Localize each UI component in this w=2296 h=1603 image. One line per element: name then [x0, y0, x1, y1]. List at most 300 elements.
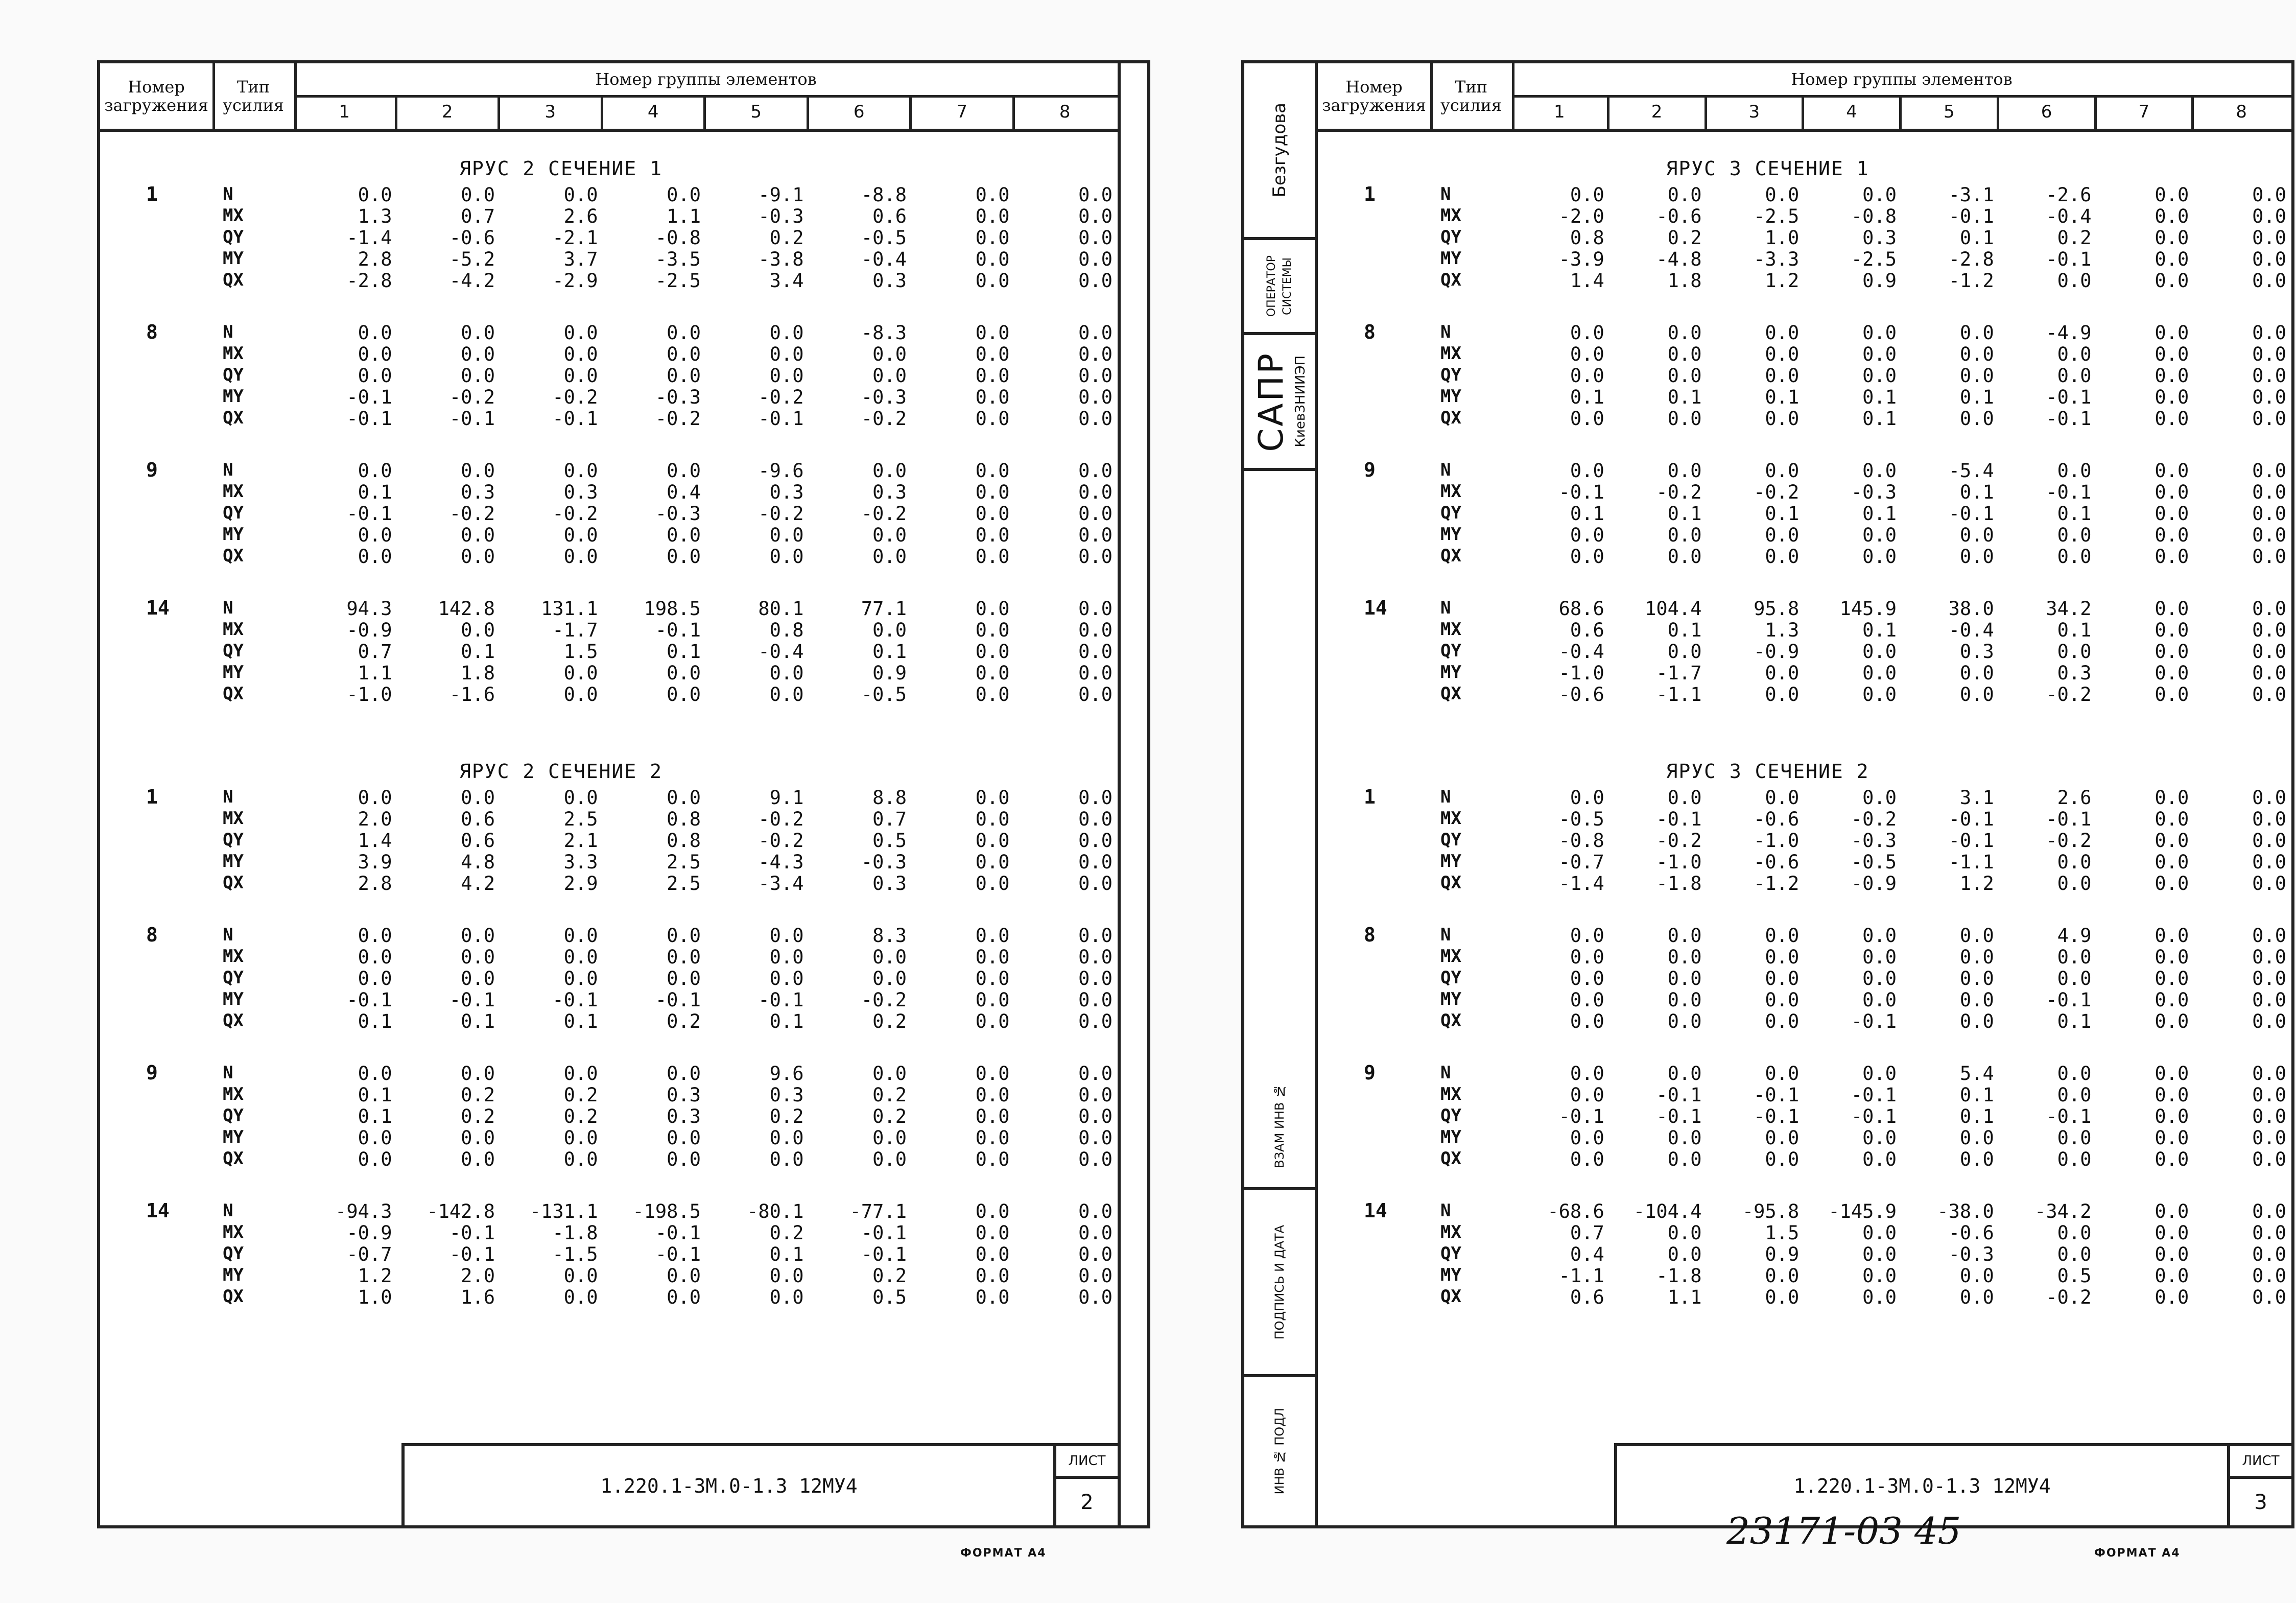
table-cell: 0.1: [1667, 503, 1702, 525]
force-type-label: MY: [223, 524, 244, 545]
table-cell: 0.0: [358, 925, 392, 947]
title-block: [401, 1443, 1118, 1525]
table-cell: 0.0: [563, 1063, 598, 1085]
force-type-label: MY: [1440, 851, 1461, 871]
table-cell: 95.8: [1754, 598, 1800, 620]
force-type-label: MX: [1440, 619, 1461, 640]
table-cell: -1.2: [1948, 270, 1994, 292]
force-type-label: QX: [1440, 873, 1461, 893]
table-cell: 0.0: [2155, 787, 2189, 809]
table-cell: 0.0: [563, 662, 598, 684]
table-cell: 0.0: [563, 322, 598, 344]
table-cell: 0.7: [872, 808, 907, 830]
table-cell: 0.0: [1959, 408, 1994, 430]
table-cell: 0.0: [2155, 546, 2189, 568]
force-type-label: QY: [1440, 830, 1461, 850]
table-cell: 0.2: [461, 1084, 495, 1106]
table-cell: 0.0: [563, 925, 598, 947]
table-cell: 1.3: [1765, 619, 1800, 641]
table-cell: 0.0: [2155, 1148, 2189, 1170]
table-cell: 3.9: [358, 851, 392, 873]
table-cell: 0.0: [2252, 851, 2286, 873]
table-cell: 0.0: [1862, 989, 1897, 1011]
table-cell: 0.0: [769, 968, 804, 989]
table-cell: 0.8: [667, 808, 701, 830]
table-cell: 0.3: [2057, 662, 2092, 684]
name-box: [1244, 63, 1315, 240]
table-cell: -0.1: [2046, 808, 2092, 830]
force-type-label: MY: [223, 386, 244, 407]
force-type-label: MY: [223, 1265, 244, 1285]
table-cell: 0.0: [2252, 989, 2286, 1011]
table-cell: 0.0: [2155, 270, 2189, 292]
table-cell: 0.0: [2057, 1148, 2092, 1170]
table-cell: -4.9: [2046, 322, 2092, 344]
table-cell: 0.0: [1570, 925, 1604, 947]
table-cell: -0.1: [1656, 1105, 1702, 1127]
table-cell: 0.0: [1570, 184, 1604, 206]
table-cell: 0.3: [461, 481, 495, 503]
force-type-label: MX: [223, 1222, 244, 1242]
table-cell: 1.5: [1765, 1222, 1800, 1244]
table-cell: 0.2: [563, 1084, 598, 1106]
table-cell: 0.0: [2252, 1148, 2286, 1170]
force-type-label: MX: [223, 808, 244, 829]
table-cell: 0.2: [769, 227, 804, 249]
table-cell: -0.3: [655, 503, 701, 525]
table-cell: 0.1: [1959, 1084, 1994, 1106]
force-type-label: MX: [1440, 343, 1461, 364]
table-cell: -0.3: [1851, 830, 1897, 852]
table-cell: 0.0: [1570, 546, 1604, 568]
table-cell: -68.6: [1547, 1200, 1604, 1222]
table-cell: 3.1: [1959, 787, 1994, 809]
table-cell: 0.0: [872, 946, 907, 968]
table-cell: 0.0: [2252, 408, 2286, 430]
table-cell: 0.3: [769, 481, 804, 503]
table-cell: -0.7: [1558, 851, 1604, 873]
table-cell: 0.0: [975, 365, 1010, 387]
table-cell: 0.0: [975, 1105, 1010, 1127]
table-cell: 0.1: [2057, 503, 2092, 525]
table-cell: -0.5: [861, 227, 907, 249]
table-cell: 0.0: [1570, 322, 1604, 344]
table-cell: 0.0: [769, 1286, 804, 1308]
table-cell: 0.5: [872, 1286, 907, 1308]
table-cell: 0.1: [1667, 386, 1702, 408]
force-type-label: MX: [1440, 205, 1461, 226]
table-cell: -0.2: [758, 503, 804, 525]
table-cell: 5.4: [1959, 1063, 1994, 1085]
table-cell: 0.0: [2252, 1127, 2286, 1149]
table-cell: 1.1: [1667, 1286, 1702, 1308]
table-cell: 0.0: [1765, 365, 1800, 387]
table-cell: 0.0: [1570, 460, 1604, 482]
operator-box: [1244, 240, 1315, 335]
table-cell: -2.5: [1851, 248, 1897, 270]
table-cell: 0.0: [769, 1265, 804, 1287]
table-cell: 0.3: [872, 481, 907, 503]
force-type-label: QY: [1440, 365, 1461, 385]
table-cell: 0.0: [2252, 830, 2286, 852]
table-cell: 0.0: [1765, 946, 1800, 968]
table-cell: 0.0: [1667, 989, 1702, 1011]
table-cell: 0.0: [1078, 968, 1113, 989]
force-type-label: MX: [1440, 1222, 1461, 1242]
table-cell: 0.0: [2252, 227, 2286, 249]
table-cell: 0.0: [563, 460, 598, 482]
table-cell: 0.0: [2252, 808, 2286, 830]
table-cell: 0.0: [2155, 925, 2189, 947]
table-cell: 3.7: [563, 248, 598, 270]
table-cell: 2.8: [358, 873, 392, 894]
table-cell: 0.0: [975, 1200, 1010, 1222]
load-case-number: 9: [1364, 459, 1376, 481]
table-cell: -0.1: [552, 989, 598, 1011]
load-case-number: 14: [146, 1199, 170, 1222]
table-cell: 0.0: [1862, 343, 1897, 365]
table-cell: 1.5: [563, 641, 598, 663]
table-cell: 0.0: [975, 460, 1010, 482]
table-cell: -1.2: [1754, 873, 1800, 894]
table-cell: 0.0: [1078, 227, 1113, 249]
table-cell: 0.5: [2057, 1265, 2092, 1287]
table-cell: -0.6: [1754, 808, 1800, 830]
table-cell: 0.0: [1570, 1084, 1604, 1106]
table-cell: 0.0: [1959, 662, 1994, 684]
table-cell: 0.0: [2252, 683, 2286, 705]
table-cell: 0.0: [2155, 343, 2189, 365]
table-cell: 0.1: [358, 1010, 392, 1032]
header-force-type: [212, 63, 297, 129]
force-type-label: QX: [223, 1010, 244, 1031]
table-cell: 0.0: [1667, 1063, 1702, 1085]
table-cell: 0.0: [975, 989, 1010, 1011]
table-cell: -0.1: [1656, 1084, 1702, 1106]
table-cell: 0.0: [358, 1127, 392, 1149]
table-cell: 0.0: [1078, 205, 1113, 227]
table-cell: 0.0: [461, 946, 495, 968]
table-cell: 0.0: [358, 1063, 392, 1085]
table-cell: -0.2: [449, 503, 495, 525]
operator-line2: СИСТЕМЫ: [1281, 257, 1294, 315]
table-cell: 0.0: [1078, 1222, 1113, 1244]
table-cell: 0.0: [1862, 322, 1897, 344]
force-type-label: QY: [223, 227, 244, 247]
force-type-label: MX: [223, 1084, 244, 1104]
table-cell: 0.1: [1570, 386, 1604, 408]
load-case-number: 8: [146, 924, 158, 946]
force-type-label: QX: [223, 546, 244, 566]
table-cell: 0.0: [1570, 524, 1604, 546]
table-cell: 0.0: [1765, 184, 1800, 206]
header-force-type-line1: Тип: [1455, 77, 1487, 97]
table-cell: 2.5: [667, 851, 701, 873]
table-cell: 0.0: [358, 946, 392, 968]
table-cell: -0.3: [1948, 1243, 1994, 1265]
table-cell: 4.2: [461, 873, 495, 894]
table-cell: 0.0: [1078, 270, 1113, 292]
force-type-label: MX: [223, 619, 244, 640]
table-cell: 0.0: [1862, 184, 1897, 206]
table-cell: 1.6: [461, 1286, 495, 1308]
table-cell: 0.0: [2252, 386, 2286, 408]
table-cell: 0.0: [2057, 460, 2092, 482]
header-col-number: 3: [500, 95, 603, 129]
load-case-number: 1: [146, 183, 158, 205]
section-title: ЯРУС 2 СЕЧЕНИЕ 2: [459, 760, 663, 783]
table-cell: 0.0: [872, 968, 907, 989]
table-cell: 0.0: [667, 524, 701, 546]
force-type-label: MX: [1440, 1084, 1461, 1104]
table-cell: 0.2: [872, 1084, 907, 1106]
table-cell: 0.0: [358, 365, 392, 387]
table-cell: 0.0: [1078, 1127, 1113, 1149]
header-col-number: 8: [1059, 102, 1071, 122]
header-col-number: 4: [1804, 95, 1902, 129]
table-cell: -0.1: [346, 408, 392, 430]
table-cell: 0.0: [2155, 481, 2189, 503]
table-cell: -1.1: [1558, 1265, 1604, 1287]
table-cell: 0.0: [1078, 1105, 1113, 1127]
table-cell: 0.0: [1765, 1063, 1800, 1085]
table-cell: 0.0: [872, 343, 907, 365]
table-cell: 0.0: [1078, 989, 1113, 1011]
table-cell: 1.4: [1570, 270, 1604, 292]
table-cell: 0.0: [1078, 481, 1113, 503]
table-cell: 0.0: [975, 1010, 1010, 1032]
table-cell: -1.8: [1656, 1265, 1702, 1287]
table-cell: 0.1: [1862, 386, 1897, 408]
table-cell: 0.0: [2057, 343, 2092, 365]
table-cell: 0.0: [975, 481, 1010, 503]
table-cell: -0.1: [1656, 808, 1702, 830]
table-cell: 0.0: [2057, 873, 2092, 894]
table-cell: 0.0: [2155, 641, 2189, 663]
table-cell: 0.0: [2155, 503, 2189, 525]
table-cell: 0.0: [358, 546, 392, 568]
force-type-label: QX: [1440, 683, 1461, 704]
table-cell: 0.3: [769, 1084, 804, 1106]
table-cell: -2.5: [655, 270, 701, 292]
header-force-type-line1: Тип: [237, 77, 270, 97]
table-cell: 0.0: [563, 683, 598, 705]
table-cell: -0.1: [449, 1243, 495, 1265]
table-cell: 0.6: [1570, 619, 1604, 641]
table-cell: 0.0: [2155, 408, 2189, 430]
table-cell: -0.1: [758, 408, 804, 430]
force-type-label: N: [223, 598, 233, 618]
table-cell: 77.1: [861, 598, 907, 620]
table-cell: -0.1: [346, 386, 392, 408]
header-load-no-line1: Номер: [1345, 77, 1403, 97]
table-cell: -0.1: [655, 619, 701, 641]
table-cell: -0.9: [346, 619, 392, 641]
table-cell: -0.2: [758, 808, 804, 830]
table-cell: 0.0: [2057, 851, 2092, 873]
table-cell: 0.0: [1078, 386, 1113, 408]
table-cell: 0.0: [358, 322, 392, 344]
sheet-label: ЛИСТ: [1056, 1446, 1118, 1479]
table-cell: 0.0: [2252, 1243, 2286, 1265]
table-cell: 0.0: [1078, 1265, 1113, 1287]
load-case-number: 14: [146, 597, 170, 619]
sheet-content: [1318, 63, 2291, 1525]
table-cell: -0.2: [2046, 1286, 2092, 1308]
table-cell: 0.1: [1765, 386, 1800, 408]
header-load-no: [100, 63, 215, 129]
table-cell: 0.0: [1667, 946, 1702, 968]
table-cell: 0.0: [1959, 343, 1994, 365]
table-cell: 0.0: [872, 524, 907, 546]
table-cell: 0.1: [358, 481, 392, 503]
table-cell: 0.0: [1570, 343, 1604, 365]
table-cell: 0.0: [975, 408, 1010, 430]
table-cell: 0.0: [2155, 598, 2189, 620]
table-cell: 0.0: [1862, 1127, 1897, 1149]
table-cell: -0.3: [758, 205, 804, 227]
force-type-label: N: [1440, 598, 1451, 618]
table-cell: -0.5: [1558, 808, 1604, 830]
table-cell: 80.1: [758, 598, 804, 620]
table-cell: -198.5: [632, 1200, 701, 1222]
table-cell: 0.0: [2252, 925, 2286, 947]
table-cell: -0.3: [861, 386, 907, 408]
table-cell: -0.1: [449, 408, 495, 430]
table-cell: 0.0: [2252, 1286, 2286, 1308]
table-cell: -2.1: [552, 227, 598, 249]
table-cell: 0.0: [358, 343, 392, 365]
table-cell: 0.0: [1667, 1127, 1702, 1149]
table-cell: -1.6: [449, 683, 495, 705]
handwritten-inventory: 23171-03 45: [1726, 1510, 1961, 1552]
table-cell: 0.0: [2155, 1265, 2189, 1287]
table-cell: 0.0: [1078, 851, 1113, 873]
table-cell: -0.8: [655, 227, 701, 249]
table-cell: 0.0: [1862, 1063, 1897, 1085]
force-type-label: MY: [1440, 524, 1461, 545]
table-cell: -1.0: [1754, 830, 1800, 852]
table-cell: -0.8: [1558, 830, 1604, 852]
table-cell: -0.1: [346, 989, 392, 1011]
table-cell: 0.0: [1078, 683, 1113, 705]
table-cell: -1.0: [1656, 851, 1702, 873]
table-cell: -38.0: [1937, 1200, 1994, 1222]
table-cell: 0.0: [872, 1127, 907, 1149]
table-cell: 0.0: [1862, 787, 1897, 809]
table-cell: 0.0: [1765, 524, 1800, 546]
table-cell: 1.0: [358, 1286, 392, 1308]
table-cell: -0.1: [449, 1222, 495, 1244]
table-cell: 0.0: [358, 524, 392, 546]
force-type-label: QY: [223, 503, 244, 523]
table-cell: 0.1: [563, 1010, 598, 1032]
sheet-label: ЛИСТ: [2230, 1446, 2291, 1479]
table-cell: 0.0: [1078, 1084, 1113, 1106]
force-type-label: N: [1440, 1063, 1451, 1083]
table-cell: 0.0: [1078, 1063, 1113, 1085]
table-cell: 0.0: [1765, 925, 1800, 947]
table-cell: 0.1: [1862, 408, 1897, 430]
table-cell: -4.3: [758, 851, 804, 873]
table-cell: -0.3: [1851, 481, 1897, 503]
table-cell: 0.0: [461, 1148, 495, 1170]
table-cell: 0.1: [1862, 619, 1897, 641]
table-cell: -3.5: [655, 248, 701, 270]
force-type-label: MY: [1440, 386, 1461, 407]
sheet-number: 2: [1080, 1490, 1094, 1514]
table-cell: 0.0: [1862, 1243, 1897, 1265]
sheet-content: [100, 63, 1118, 1525]
table-cell: 0.0: [2155, 460, 2189, 482]
table-cell: 0.0: [1667, 1243, 1702, 1265]
table-cell: -1.5: [552, 1243, 598, 1265]
table-cell: 0.0: [1570, 1127, 1604, 1149]
table-cell: 94.3: [346, 598, 392, 620]
table-cell: 2.5: [667, 873, 701, 894]
table-cell: 0.0: [1078, 1286, 1113, 1308]
table-cell: -0.1: [449, 989, 495, 1011]
table-cell: 0.7: [461, 205, 495, 227]
table-cell: 0.0: [667, 662, 701, 684]
table-cell: 0.1: [872, 641, 907, 663]
table-cell: 0.0: [1078, 184, 1113, 206]
table-cell: 0.1: [1862, 503, 1897, 525]
table-cell: 0.0: [1765, 460, 1800, 482]
table-cell: 0.0: [1667, 1148, 1702, 1170]
table-cell: 0.0: [1959, 1265, 1994, 1287]
table-cell: 0.0: [1078, 1148, 1113, 1170]
table-cell: 0.0: [769, 365, 804, 387]
table-cell: -1.1: [1948, 851, 1994, 873]
load-case-number: 1: [1364, 786, 1376, 808]
table-cell: 0.0: [975, 322, 1010, 344]
sapr-text: САПР: [1251, 351, 1291, 452]
table-cell: 0.0: [2155, 1222, 2189, 1244]
header-col-number: 3: [1707, 95, 1805, 129]
force-type-label: QX: [1440, 1010, 1461, 1031]
table-cell: 0.2: [769, 1105, 804, 1127]
table-cell: 9.6: [769, 1063, 804, 1085]
table-cell: -2.5: [1754, 205, 1800, 227]
table-cell: -8.3: [861, 322, 907, 344]
table-cell: 0.0: [2155, 1084, 2189, 1106]
table-cell: 0.0: [461, 1063, 495, 1085]
table-cell: 9.1: [769, 787, 804, 809]
header-col-number: 1: [1512, 95, 1609, 129]
table-cell: 0.1: [2057, 619, 2092, 641]
table-cell: 68.6: [1558, 598, 1604, 620]
table-cell: 3.4: [769, 270, 804, 292]
force-type-label: MY: [223, 1127, 244, 1147]
table-cell: 0.0: [975, 662, 1010, 684]
table-cell: 0.0: [1078, 460, 1113, 482]
sheet-page-2: [97, 60, 1150, 1528]
table-cell: 0.8: [667, 830, 701, 852]
table-cell: 0.0: [1078, 925, 1113, 947]
table-cell: 0.0: [667, 365, 701, 387]
header-force-type-line2: усилия: [223, 96, 284, 115]
table-cell: 0.0: [1078, 408, 1113, 430]
table-cell: 0.0: [975, 270, 1010, 292]
table-cell: -1.8: [1656, 873, 1702, 894]
force-type-label: N: [223, 787, 233, 807]
table-cell: -9.1: [758, 184, 804, 206]
table-cell: 0.2: [872, 1010, 907, 1032]
table-header: [100, 63, 1118, 132]
table-cell: -0.6: [1656, 205, 1702, 227]
name-text: Безгудова: [1269, 103, 1290, 198]
